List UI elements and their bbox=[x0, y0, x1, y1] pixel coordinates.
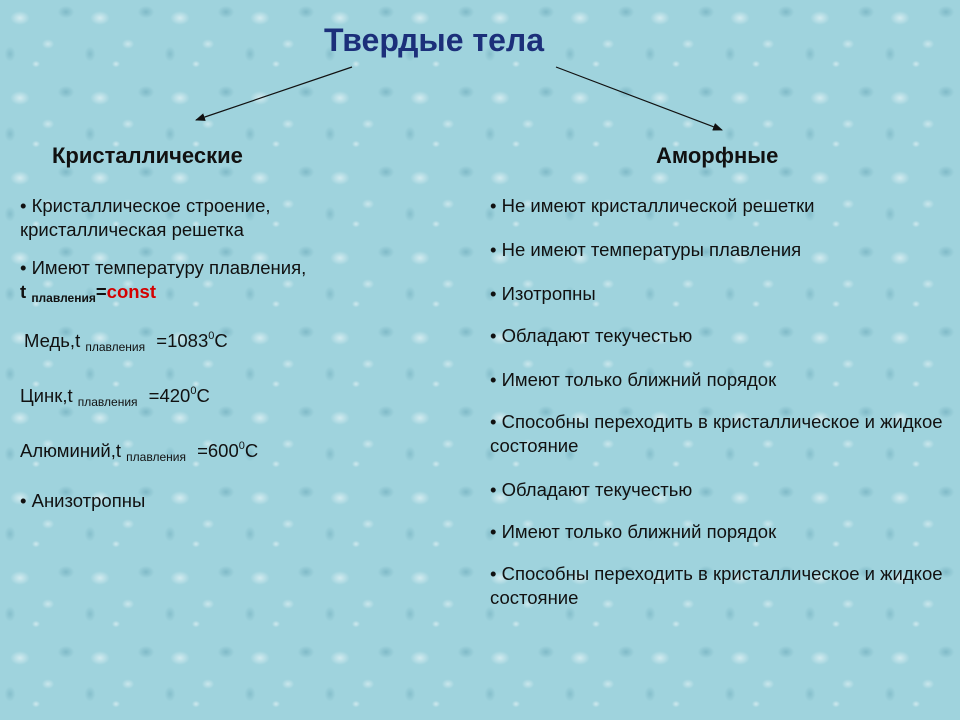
crystalline-heading: Кристаллические bbox=[52, 143, 243, 168]
copper-name: Медь,t bbox=[24, 330, 81, 351]
zinc-sup: 0 bbox=[190, 385, 197, 397]
amorphous-item: • Не имеют температуры плавления bbox=[490, 239, 802, 260]
slide-title: Твердые тела bbox=[323, 22, 545, 58]
copper-eq: =1083 bbox=[156, 330, 209, 351]
copper-sup: 0 bbox=[208, 330, 215, 342]
aluminium-sup: 0 bbox=[238, 440, 245, 452]
arrow-left bbox=[196, 67, 352, 120]
amorphous-item: • Обладают текучестью bbox=[490, 479, 693, 500]
copper-unit: C bbox=[214, 330, 228, 351]
melting-const: const bbox=[106, 281, 156, 302]
aluminium-eq: =600 bbox=[197, 440, 239, 461]
crystalline-item-structure: • Кристаллическое строение, кристаллическая решетка bbox=[20, 195, 271, 240]
amorphous-heading: Аморфные bbox=[656, 143, 779, 168]
arrow-right bbox=[556, 67, 722, 130]
aluminium-unit: C bbox=[244, 440, 259, 461]
aluminium-name: Алюминий,t bbox=[20, 440, 122, 461]
aluminium-line bbox=[20, 434, 420, 469]
amorphous-item: • Имеют только ближний порядок bbox=[490, 369, 777, 390]
crystalline-item-anisotropic: • Анизотропны bbox=[20, 490, 146, 511]
zinc-name: Цинк,t bbox=[20, 385, 73, 406]
crystalline-item-melting bbox=[20, 256, 420, 310]
amorphous-item: • Способны переходить в кристаллическое и жидкое состояние bbox=[490, 563, 943, 608]
amorphous-item: • Способны переходить в кристаллическое и жидкое состояние bbox=[490, 411, 943, 456]
copper-sub: плавления bbox=[85, 340, 146, 354]
zinc-sub: плавления bbox=[77, 395, 138, 409]
zinc-line bbox=[20, 379, 420, 414]
melting-sub: плавления bbox=[31, 291, 96, 305]
aluminium-sub: плавления bbox=[126, 450, 186, 464]
melting-eq: = bbox=[95, 281, 107, 302]
amorphous-item: • Имеют только ближний порядок bbox=[490, 521, 777, 542]
copper-line bbox=[20, 324, 420, 359]
amorphous-column bbox=[490, 194, 950, 624]
amorphous-item: • Обладают текучестью bbox=[490, 325, 693, 346]
crystalline-column bbox=[20, 194, 420, 527]
melting-text: • Имеют температуру плавления, bbox=[20, 257, 307, 278]
amorphous-item: • Не имеют кристаллической решетки bbox=[490, 195, 815, 216]
zinc-unit: C bbox=[196, 385, 210, 406]
zinc-eq: =420 bbox=[148, 385, 191, 406]
amorphous-item: • Изотропны bbox=[490, 283, 596, 304]
melting-t: t bbox=[20, 281, 27, 302]
